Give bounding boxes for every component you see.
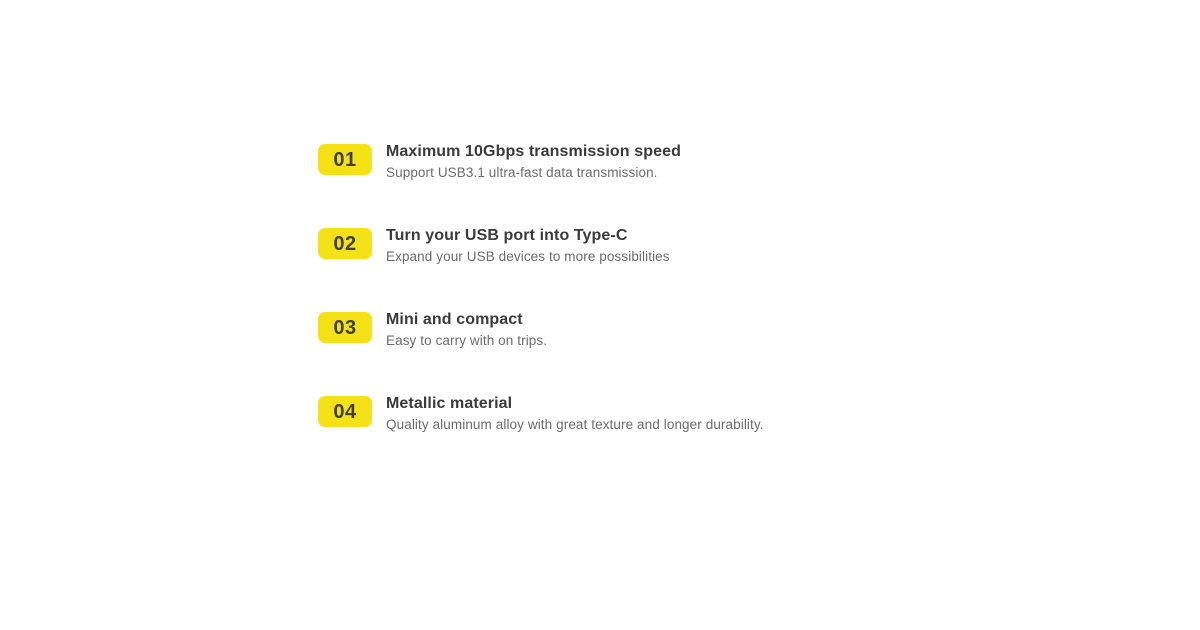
feature-description: Expand your USB devices to more possibilities <box>386 249 670 264</box>
feature-description: Support USB3.1 ultra-fast data transmission. <box>386 165 658 180</box>
feature-title: Mini and compact <box>386 311 523 328</box>
feature-number-badge: 01 <box>318 144 372 175</box>
feature-title: Maximum 10Gbps transmission speed <box>386 143 681 160</box>
feature-list <box>318 143 764 433</box>
feature-number-badge: 04 <box>318 396 372 427</box>
feature-item <box>318 311 764 349</box>
feature-number-badge: 03 <box>318 312 372 343</box>
feature-item <box>318 227 764 265</box>
feature-description: Quality aluminum alloy with great texture and longer durability. <box>386 417 764 432</box>
feature-title: Metallic material <box>386 395 513 412</box>
feature-text-block <box>386 227 670 265</box>
feature-title: Turn your USB port into Type-C <box>386 227 628 244</box>
feature-description: Easy to carry with on trips. <box>386 333 548 348</box>
feature-number-badge: 02 <box>318 228 372 259</box>
feature-text-block <box>386 311 547 349</box>
feature-text-block <box>386 143 681 181</box>
feature-item <box>318 143 764 181</box>
feature-item <box>318 395 764 433</box>
feature-text-block <box>386 395 764 433</box>
